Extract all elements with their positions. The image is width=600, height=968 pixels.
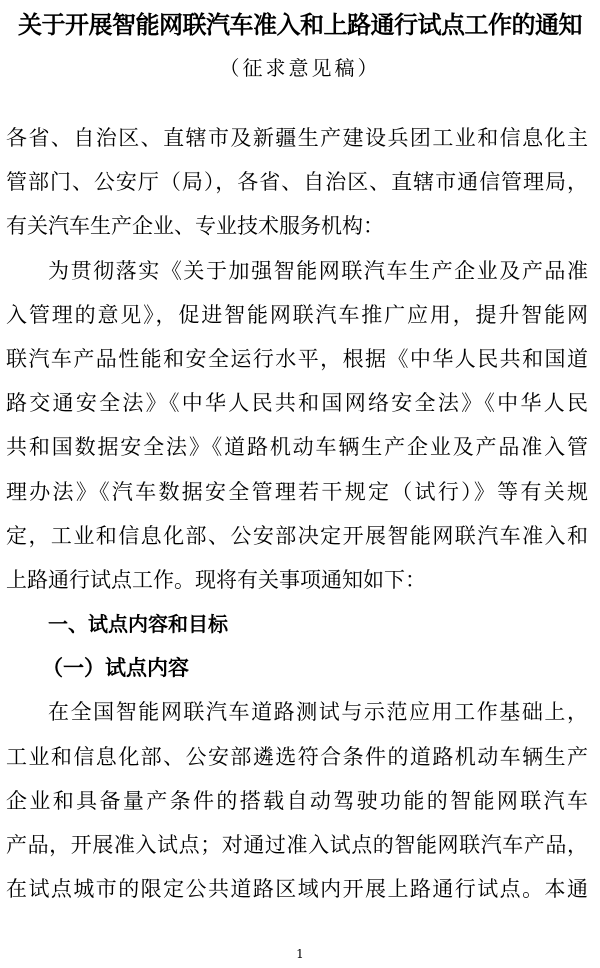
document-body xyxy=(6,116,588,911)
addressee-line: 管部门、公安厅（局），各省、自治区、直辖市通信管理局， xyxy=(6,170,588,195)
section-heading: 一、试点内容和目标 xyxy=(48,612,228,637)
document-subtitle: （征求意见稿） xyxy=(219,56,381,80)
paragraph-line: 路交通安全法》《中华人民共和国网络安全法》《中华人民 xyxy=(6,391,588,416)
paragraph-line: 理办法》《汽车数据安全管理若干规定（试行）》等有关规 xyxy=(6,479,588,504)
paragraph-line: 上路通行试点工作。现将有关事项通知如下： xyxy=(6,567,426,592)
subsection-heading: （一）试点内容 xyxy=(42,655,189,681)
paragraph-line: 定，工业和信息化部、公安部决定开展智能网联汽车准入和 xyxy=(6,523,588,548)
paragraph-line: 在全国智能网联汽车道路测试与示范应用工作基础上， xyxy=(48,700,588,725)
addressee-line: 各省、自治区、直辖市及新疆生产建设兵团工业和信息化主 xyxy=(6,126,588,150)
paragraph-line: 工业和信息化部、公安部遴选符合条件的道路机动车辆生产 xyxy=(6,744,588,769)
paragraph-line: 共和国数据安全法》《道路机动车辆生产企业及产品准入管 xyxy=(6,435,588,460)
paragraph-line: 入管理的意见》，促进智能网联汽车推广应用，提升智能网 xyxy=(6,302,588,327)
page-number: 1 xyxy=(296,947,304,961)
paragraph-line: 联汽车产品性能和安全运行水平，根据《中华人民共和国道 xyxy=(6,346,588,371)
paragraph-line: 为贯彻落实《关于加强智能网联汽车生产企业及产品准 xyxy=(48,258,588,283)
paragraph-line: 在试点城市的限定公共道路区域内开展上路通行试点。本通 xyxy=(6,877,588,902)
paragraph-line: 企业和具备量产条件的搭载自动驾驶功能的智能网联汽车 xyxy=(6,788,588,813)
paragraph-line: 产品，开展准入试点；对通过准入试点的智能网联汽车产品， xyxy=(6,833,588,857)
document-title: 关于开展智能网联汽车准入和上路通行试点工作的通知 xyxy=(18,10,582,39)
addressee-line: 有关汽车生产企业、专业技术服务机构： xyxy=(6,214,384,239)
